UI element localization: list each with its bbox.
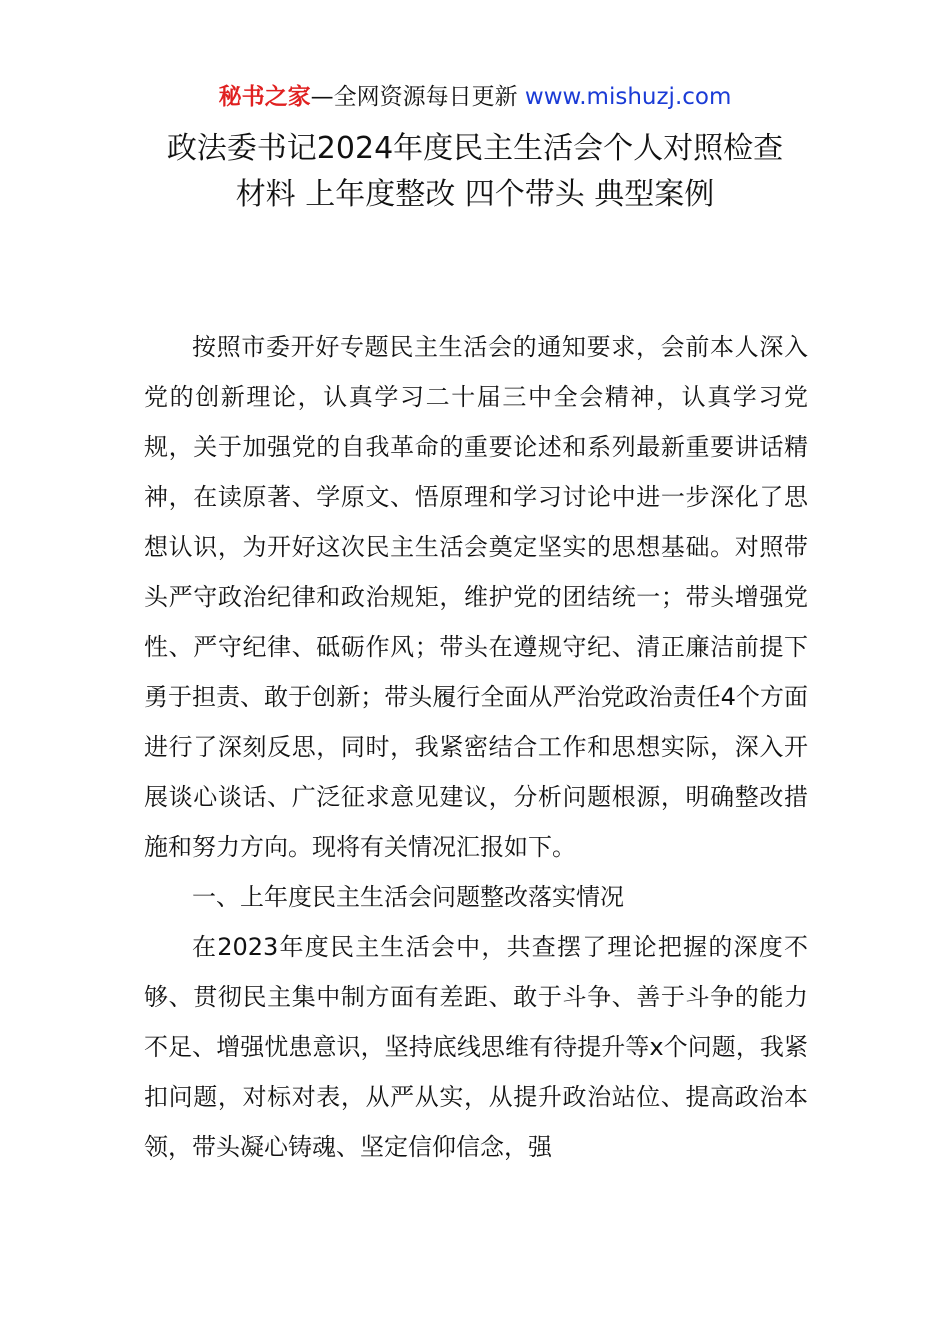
intro-paragraph: 按照市委开好专题民主生活会的通知要求，会前本人深入党的创新理论，认真学习二十届三中全会精神，认真学习党规，关于加强党的自我革命的重要论述和系列最新重要讲话精神，在读原著、学原文、悟原理和学习讨论中进一步深化了思想认识，为开好这次民主生活会奠定坚实的思想基础。对照带头严守政治纪律和政治规矩，维护党的团结统一；带头增强党性、严守纪律、砥砺作风；带头在遵规守纪、清正廉洁前提下勇于担责、敢于创新；带头履行全面从严治党政治责任4个方面进行了深刻反思，同时，我紧密结合工作和思想实际，深入开展谈心谈话、广泛征求意见建议，分析问题根源，明确整改措施和努力方向。现将有关情况汇报如下。 <box>144 333 808 861</box>
section-heading: 一、上年度民主生活会问题整改落实情况 <box>192 883 624 911</box>
document-title <box>100 126 850 218</box>
body-paragraph: 在2023年度民主生活会中，共查摆了理论把握的深度不够、贯彻民主集中制方面有差距、敢于斗争、善于斗争的能力不足、增强忧患意识，坚持底线思维有待提升等x个问题，我紧扣问题，对标对表，从严从实，从提升政治站位、提高政治本领，带头凝心铸魂、坚定信仰信念，强 <box>144 933 808 1161</box>
title-line-1: 政法委书记2024年度民主生活会个人对照检查 <box>166 131 784 166</box>
title-line-2: 材料 上年度整改 四个带头 典型案例 <box>235 177 715 212</box>
document-body <box>144 322 808 1172</box>
banner-tagline: —全网资源每日更新 <box>310 84 518 110</box>
site-url-link[interactable]: www.mishuzj.com <box>524 84 732 110</box>
site-banner <box>0 80 950 114</box>
brand-name: 秘书之家 <box>218 84 311 110</box>
